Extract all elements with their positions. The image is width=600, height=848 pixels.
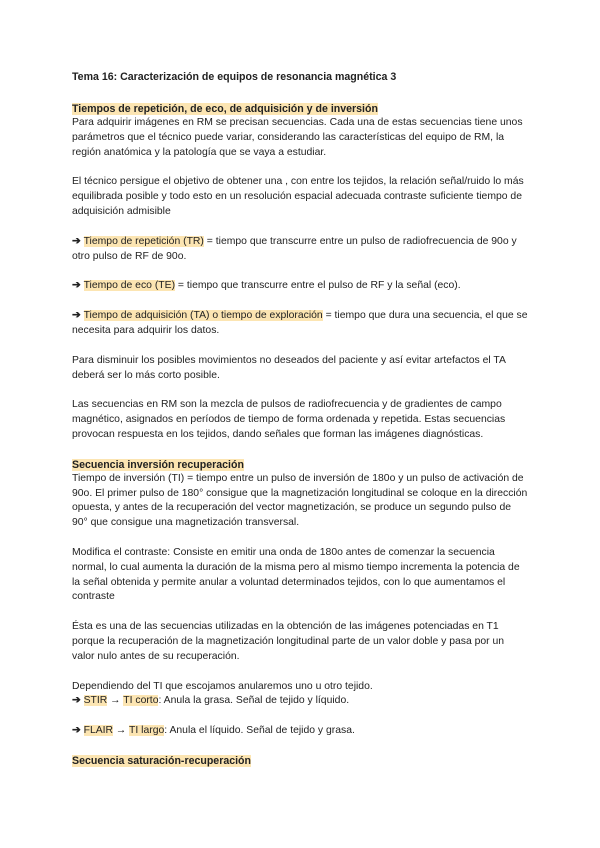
arrow-icon: ➔: [72, 725, 84, 737]
paragraph: Ésta es una de las secuencias utilizadas en la obtención de las imágenes potenciadas en T1 porque la recuperación de la magnetización longitudinal parte de un valor doble y pasa por un valor nulo antes de su recuperación.: [72, 621, 505, 662]
item-stir: ➔ STIR → TI corto: Anula la grasa. Señal de tejido y líquido.: [72, 695, 350, 707]
term-flair: FLAIR: [83, 725, 114, 737]
definition-ta: ➔ Tiempo de adquisición (TA) o tiempo de exploración = tiempo que dura una secuencia, el que se necesita para adquirir los datos.: [72, 310, 528, 336]
term-ti-corto: TI corto: [123, 695, 159, 707]
term-te: Tiempo de eco (TE): [83, 280, 176, 292]
document-page: [72, 70, 528, 768]
term-ta: Tiempo de adquisición (TA) o tiempo de exploración: [83, 310, 323, 322]
section-heading-inversion: Secuencia inversión recuperación: [72, 458, 244, 471]
arrow-icon: ➔: [72, 235, 84, 247]
paragraph: Para adquirir imágenes en RM se precisan secuencias. Cada una de estas secuencias tiene unos parámetros que el técnico puede variar, considerando las características del equipo de RM, la región anatómica y la patología que se vaya a estudiar.: [72, 117, 523, 158]
paragraph: Para disminuir los posibles movimientos no deseados del paciente y así evitar artefactos el TA deberá ser lo más corto posible.: [72, 354, 506, 381]
paragraph: Tiempo de inversión (TI) = tiempo entre un pulso de inversión de 180o y un pulso de activación de 90o. El primer pulso de 180° consigue que la magnetización longitudinal se coloque en la dirección opuesta, y antes de la recuperación del vector magnetización, se produce un segundo pulso de 90° que consigue una magnetización transversal.: [72, 472, 528, 529]
item-flair: ➔ FLAIR → TI largo: Anula el líquido. Señal de tejido y grasa.: [72, 725, 355, 737]
definition-te: ➔ Tiempo de eco (TE) = tiempo que transcurre entre el pulso de RF y la señal (eco).: [72, 280, 461, 292]
definition-tr: ➔ Tiempo de repetición (TR) = tiempo que transcurre entre un pulso de radiofrecuencia de 90o y otro pulso de RF de 90o.: [72, 235, 517, 262]
paragraph: Dependiendo del TI que escojamos anularemos uno u otro tejido.: [72, 680, 373, 692]
section-heading-tiempos: Tiempos de repetición, de eco, de adquisición y de inversión: [72, 103, 378, 115]
document-title: Tema 16: Caracterización de equipos de resonancia magnética 3: [72, 71, 397, 83]
arrow-icon: ➔: [72, 310, 84, 322]
paragraph: El técnico persigue el objetivo de obtener una , con entre los tejidos, la relación señal/ruido lo más equilibrada posible y todo esto en un resolución espacial adecuada contraste suficiente tiempo de adquisición admisible: [72, 176, 524, 217]
term-stir: STIR: [83, 695, 108, 707]
arrow-icon: ➔: [72, 695, 84, 707]
arrow-icon: ➔: [72, 280, 84, 292]
paragraph: Las secuencias en RM son la mezcla de pulsos de radiofrecuencia y de gradientes de campo magnético, asignados en períodos de tiempo de forma ordenada y repetida. Estas secuencias provocan respuesta en los tejidos, dando señales que forman las imágenes diagnósticas.: [72, 399, 506, 440]
term-ti-largo: TI largo: [129, 725, 165, 737]
term-tr: Tiempo de repetición (TR): [83, 235, 204, 247]
section-heading-saturacion: Secuencia saturación-recuperación: [72, 754, 251, 767]
paragraph: Modifica el contraste: Consiste en emitir una onda de 180o antes de comenzar la secuencia normal, lo cual aumenta la duración de la misma pero al mismo tiempo incrementa la potencia de la señal obtenida y permite anular a voluntad determinados tejidos, con lo que aumentamos el contraste: [72, 546, 520, 603]
